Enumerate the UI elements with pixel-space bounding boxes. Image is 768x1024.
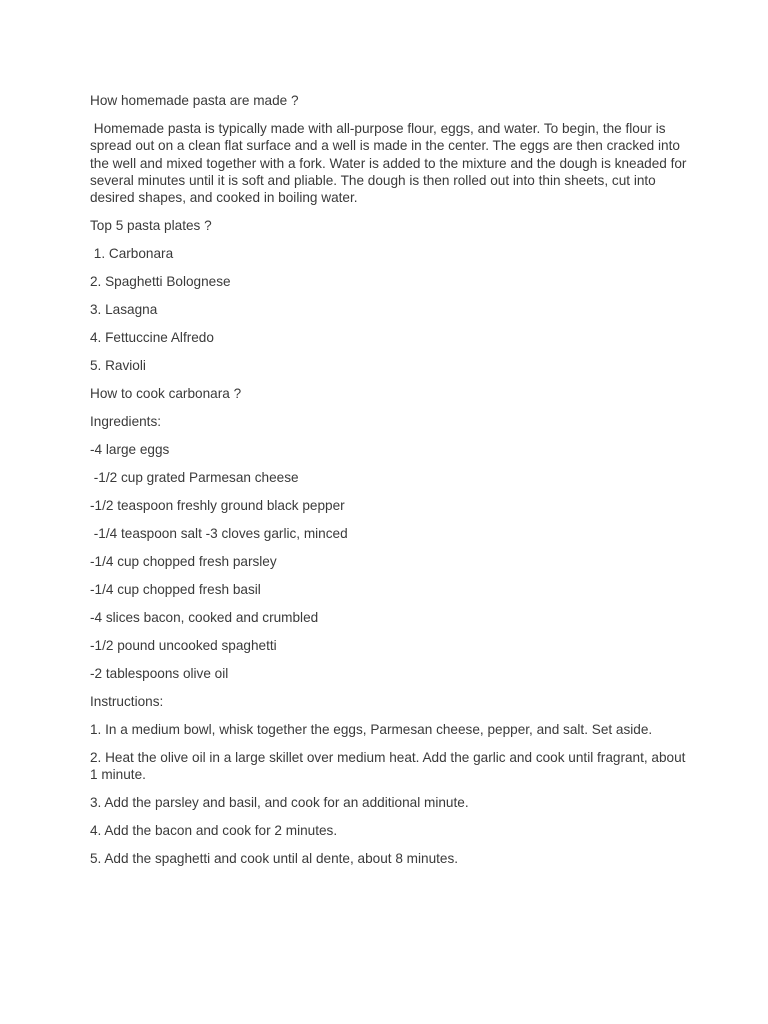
ingredient-item: -4 slices bacon, cooked and crumbled (90, 609, 319, 625)
list-item: 3. Lasagna (90, 302, 158, 318)
list-item: 2. Spaghetti Bolognese (90, 274, 231, 290)
list-item: 5. Ravioli (90, 358, 146, 374)
ingredient-item: -1/2 cup grated Parmesan cheese (90, 470, 299, 486)
list-item: 4. Fettuccine Alfredo (90, 330, 214, 346)
instruction-step: 3. Add the parsley and basil, and cook for an additional minute. (90, 795, 469, 811)
heading-cook-carbonara: How to cook carbonara ? (90, 386, 242, 402)
instruction-step: 1. In a medium bowl, whisk together the eggs, Parmesan cheese, pepper, and salt. Set aside. (90, 721, 653, 737)
instructions-list (90, 721, 690, 868)
top-5-list (90, 245, 690, 374)
ingredient-item: -1/4 teaspoon salt -3 cloves garlic, minced (90, 525, 348, 541)
ingredient-item: -1/2 pound uncooked spaghetti (90, 637, 277, 653)
document-page (90, 92, 690, 878)
pasta-description-paragraph: Homemade pasta is typically made with all-purpose flour, eggs, and water. To begin, the flour is spread out on a clean flat surface and a well is made in the center. The eggs are then cracked into the well and mixed together with a fork. Water is added to the mixture and the dough is kneaded for several minutes until it is soft and pliable. The dough is then rolled out into thin sheets, cut into desired shapes, and cooked in boiling water. (90, 120, 691, 206)
instructions-label: Instructions: (90, 693, 164, 709)
ingredient-item: -2 tablespoons olive oil (90, 665, 229, 681)
ingredients-list (90, 441, 690, 682)
ingredient-item: -1/2 teaspoon freshly ground black pepper (90, 498, 345, 513)
instruction-step: 5. Add the spaghetti and cook until al dente, about 8 minutes. (90, 851, 459, 867)
ingredient-item: -1/4 cup chopped fresh parsley (90, 553, 277, 569)
ingredients-label: Ingredients: (90, 414, 162, 430)
ingredient-item: -1/4 cup chopped fresh basil (90, 581, 261, 597)
instruction-step: 4. Add the bacon and cook for 2 minutes. (90, 823, 338, 839)
list-item: 1. Carbonara (90, 246, 174, 262)
ingredient-item: -4 large eggs (90, 442, 170, 458)
heading-homemade-pasta: How homemade pasta are made ? (90, 93, 299, 108)
heading-top-5-pasta: Top 5 pasta plates ? (90, 218, 212, 234)
instruction-step: 2. Heat the olive oil in a large skillet over medium heat. Add the garlic and cook until fragrant, about 1 minute. (90, 749, 690, 783)
